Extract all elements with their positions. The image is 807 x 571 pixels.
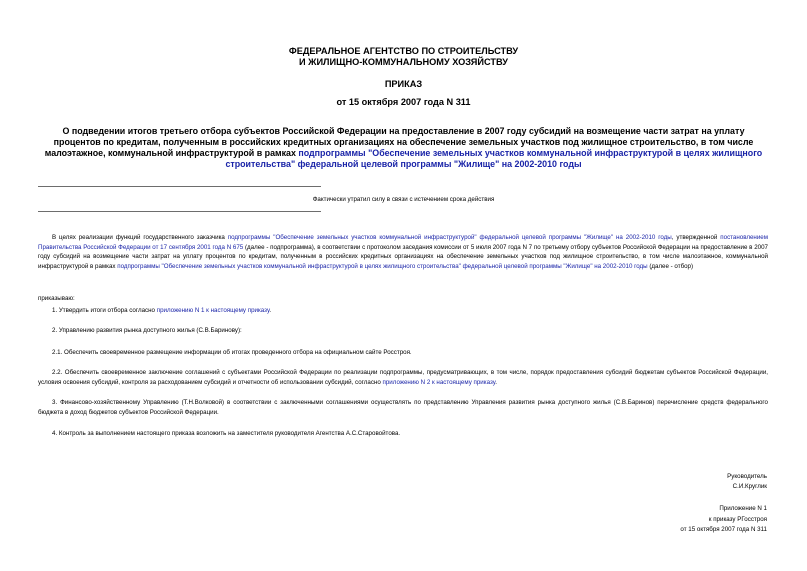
document-title bbox=[40, 126, 767, 170]
item-1-end: . bbox=[269, 307, 272, 314]
item-2-2-end: . bbox=[495, 378, 497, 386]
item-2-2-text: 2.2. Обеспечить своевременное заключение соглашений с субъектами Российской Федерации по реализации подпрограммы, предусматривающих, в том числе, порядок предоставления субсидий бюджетам субъектов Российской Федерации, условия освоения субсидий, контроля за расходованием субсидий и отчетности об использовании субсидий, согласно bbox=[38, 369, 768, 386]
appendix-1-link[interactable]: приложению N 1 к настоящему приказу bbox=[156, 307, 270, 314]
item-2: 2. Управлению развития рынка доступного жилья (С.В.Баринову): bbox=[52, 327, 242, 334]
preamble-subprogram-link[interactable]: подпрограммы "Обеспечение земельных участков коммунальной инфраструктурой" федеральной целевой программы "Жилище" на 2002-2010 годы bbox=[227, 234, 672, 241]
preamble-paragraph bbox=[38, 233, 768, 271]
preamble-text-3: (далее - подпрограмма), в соответствии с протоколом заседания комиссии от 5 июля 2007 года N 7 по третьему отбору субъектов Российской Федерации на предоставление в 2007 году субсидий на возмещение части затрат на уплату процентов по кредитам, полученным в российских кредитных организациях на обеспечение земельных участков под жилищное строительство, в том числе малоэтажное, коммунальной инфраструктурой в рамках bbox=[38, 243, 768, 270]
item-1-text: 1. Утвердить итоги отбора согласно bbox=[52, 307, 157, 314]
preamble-text-1: В целях реализации функций государственного заказчика bbox=[52, 234, 228, 241]
signature-name: С.И.Круглик bbox=[732, 483, 767, 490]
item-3: 3. Финансово-хозяйственному Управлению (Т.Н.Волковой) в соответствии с заключенными соглашениями осуществлять по представлению Управления развития рынка доступного жилья (С.В.Баринов) перечисление средств федерального бюджета в доход бюджетов субъектов Российской Федерации. bbox=[38, 399, 768, 416]
appendix-date: от 15 октября 2007 года N 311 bbox=[680, 526, 767, 533]
appendix-label: Приложение N 1 bbox=[719, 505, 767, 512]
status-note: Фактически утратил силу в связи с истечением срока действия bbox=[312, 196, 495, 203]
title-subprogram-link[interactable]: подпрограммы "Обеспечение земельных участков коммунальной инфраструктурой в целях жилищного строительства" федеральной целевой программы "Жилище" на 2002-2010 годы bbox=[225, 148, 763, 169]
doc-type: ПРИКАЗ bbox=[384, 79, 423, 89]
divider-top bbox=[38, 186, 321, 187]
doc-date: от 15 октября 2007 года N 311 bbox=[336, 97, 471, 107]
government-decree-link[interactable]: постановлением Правительства Российской Федерации от 17 сентября 2001 года N 675 bbox=[38, 234, 768, 251]
item-2-2 bbox=[38, 368, 768, 387]
item-4: 4. Контроль за выполнением настоящего приказа возложить на заместителя руководителя Агентства А.С.Старовойтова. bbox=[52, 430, 401, 437]
agency-name-line2: И ЖИЛИЩНО-КОММУНАЛЬНОМУ ХОЗЯЙСТВУ bbox=[298, 57, 508, 67]
appendix-2-link[interactable]: приложению N 2 к настоящему приказу bbox=[382, 378, 496, 386]
item-1 bbox=[38, 306, 768, 316]
preamble-text-2: , утвержденной bbox=[671, 234, 721, 241]
preamble-subprogram-link-2[interactable]: подпрограммы "Обеспечение земельных участков коммунальной инфраструктурой в целях жилищного строительства" федеральной целевой программы "Жилище" на 2002-2010 годы bbox=[117, 262, 648, 270]
item-2-1: 2.1. Обеспечить своевременное размещение информации об итогах проведенного отбора на официальном сайте Росстроя. bbox=[52, 349, 412, 356]
signature-role: Руководитель bbox=[727, 473, 767, 480]
divider-bottom bbox=[38, 211, 321, 212]
appendix-reference: к приказу РГосстроя bbox=[708, 516, 767, 523]
title-text: О подведении итогов третьего отбора субъектов Российской Федерации на предоставление в 2007 году субсидий на возмещение части затрат на уплату процентов по кредитам, полученным в российских кредитных организациях на обеспечение земельных участков под жилищное строительство, в том числе малоэтажное, коммунальной инфраструктурой в рамках bbox=[44, 126, 754, 158]
agency-name-line1: ФЕДЕРАЛЬНОЕ АГЕНТСТВО ПО СТРОИТЕЛЬСТВУ bbox=[288, 46, 519, 56]
preamble-text-4: (далее - отбор) bbox=[647, 262, 694, 270]
order-word: приказываю: bbox=[38, 295, 75, 302]
